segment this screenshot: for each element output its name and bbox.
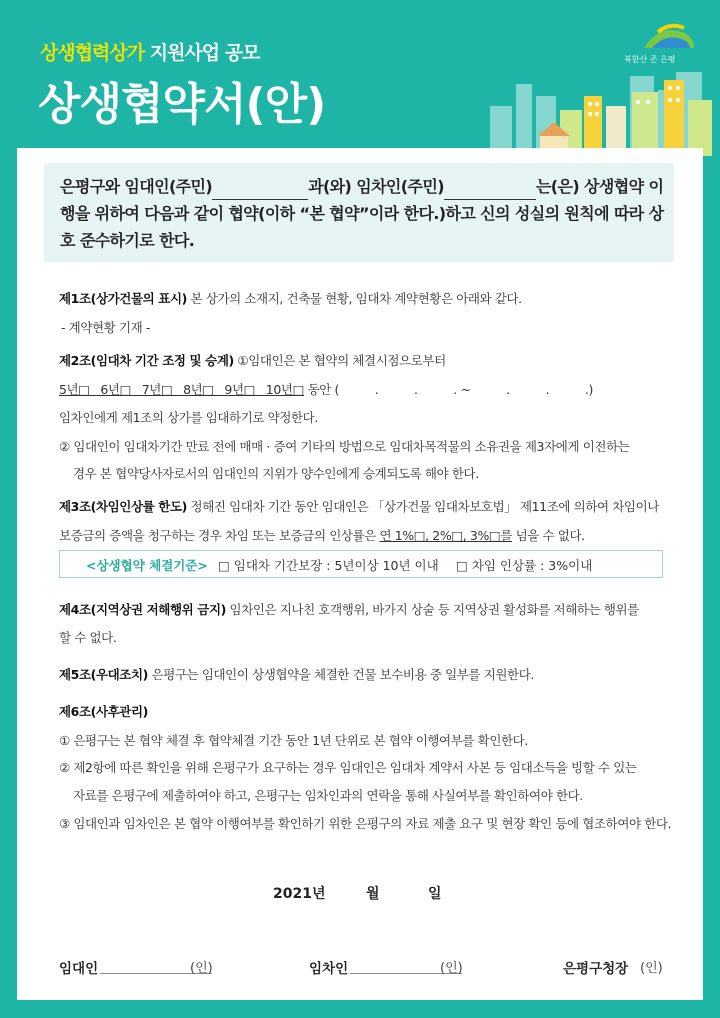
criteria-lease-term[interactable]: □ 임대차 기간보장 : 5년이상 10년 이내 [218,558,439,573]
city-skyline-illustration [470,66,720,156]
tagline-highlight: 상생협력상가 [40,42,145,64]
lease-years-checkboxes[interactable]: 5년□ 6년□ 7년□ 8년□ 9년□ 10년□ [59,382,304,397]
article-2-title: 제2조(임대차 기간 조정 및 승계) [59,353,234,368]
article-1-text: 본 상가의 소재지, 건축물 현황, 임대차 계약현황은 아래와 같다. [190,291,522,306]
article-2-line3: 임차인에게 제1조의 상가를 임대하기로 약정한다. [59,410,318,425]
article-6-line4: ③ 임대인과 임차인은 본 협약 이행여부를 확인하기 위한 은평구의 자료 제출 요구 및 현장 확인 등에 협조하여야 한다. [59,816,672,831]
article-3-line2 [59,526,585,544]
article-5 [59,665,534,683]
article-2-period-line [59,380,593,398]
article-3-line2a: 보증금의 증액을 청구하는 경우 차임 또는 보증금의 인상률은 [59,528,376,543]
lease-period-field[interactable]: 동안 ( . . . ~ . . .) [307,382,593,397]
date-month[interactable]: 월 [366,886,380,902]
intro-box [44,163,674,262]
article-2-line5: 경우 본 협약당사자로서의 임대인의 지위가 양수인에게 승계되도록 해야 한다. [73,466,479,481]
date-day[interactable]: 일 [428,886,442,902]
intro-part1: 은평구와 임대인(주민) [60,177,213,196]
rent-increase-checkboxes[interactable]: 연 1%□, 2%□, 3%□를 [379,528,513,543]
article-2 [59,351,446,369]
article-4-line2: 할 수 없다. [59,630,117,645]
district-logo-text: 북한산 존 은평 [624,55,676,64]
article-4 [59,600,639,618]
criteria-rent-increase[interactable]: □ 차임 인상률 : 3%이내 [456,558,593,573]
article-6-line3: 자료를 은평구에 제출하여야 하고, 은평구는 임차인과의 연락을 통해 사실여부를 확인하여야 한다. [73,788,583,803]
page-title: 상생협약서(안) [38,79,326,130]
article-3-text: 정해진 임대차 기간 동안 임대인은 「상가건물 임대차보호법」 제11조에 의하여 차임이나 [190,499,659,514]
intro-text [60,173,670,254]
article-2-line4: ② 임대인이 임대차기간 만료 전에 매매 · 증여 기타의 방법으로 임대차목적물의 소유권을 제3자에게 이전하는 [59,439,630,454]
article-5-text: 은평구는 임대인이 상생협약을 체결한 건물 보수비용 중 일부를 지원한다. [151,667,534,682]
intro-part2: 과(와) 임차인(주민) [308,177,444,196]
article-6-line1: ① 은평구는 본 협약 체결 후 협약체결 기간 동안 1년 단위로 본 협약 이행여부를 확인한다. [59,733,528,748]
article-5-title: 제5조(우대조치) [59,667,148,682]
article-6-line2: ② 제2항에 따른 확인을 위해 은평구가 요구하는 경우 임대인은 임대차 계약서 사본 등 임대소득을 빙할 수 있는 [59,760,637,775]
article-3-title: 제3조(차임인상률 한도) [59,499,187,514]
mayor-label: 은평구청장 [563,961,629,977]
article-1-title: 제1조(상가건물의 표시) [59,291,187,306]
tenant-name-blank[interactable] [444,181,536,200]
article-4-title: 제4조(지역상권 저해행위 금지) [59,602,226,617]
article-3-line2c: 넘을 수 없다. [515,528,585,543]
header-banner [0,0,720,148]
tenant-label: 임차인 [309,961,349,977]
criteria-label: <상생협약 체결기준> [86,558,208,573]
landlord-name-blank[interactable] [212,181,308,200]
intro-part3: 는(은) 상생협약 이행을 위하여 다음과 같이 협약(이하 “본 협약”이라 한다.)하고 신의 성실의 원칙에 따라 상호 준수하기로 한다. [60,177,664,250]
article-6-title: 제6조(사후관리) [59,704,148,719]
landlord-seal: (인) [190,961,213,976]
tenant-seal: (인) [440,961,463,976]
tagline-rest: 지원사업 공모 [149,42,260,64]
date-year[interactable]: 2021년 [273,886,326,902]
landlord-label: 임대인 [59,961,99,977]
article-6 [59,702,148,720]
article-2-text: ①임대인은 본 협약의 체결시점으로부터 [237,353,446,368]
header-tagline [40,38,260,65]
article-4-text: 임차인은 지나친 호객행위, 바가지 상술 등 지역상권 활성화를 저해하는 행위를 [229,602,639,617]
criteria-box [59,550,663,578]
article-1-note: - 계약현황 기재 - [61,320,150,335]
article-3 [59,497,659,515]
mayor-seal: (인) [640,961,663,976]
article-1 [59,289,522,307]
